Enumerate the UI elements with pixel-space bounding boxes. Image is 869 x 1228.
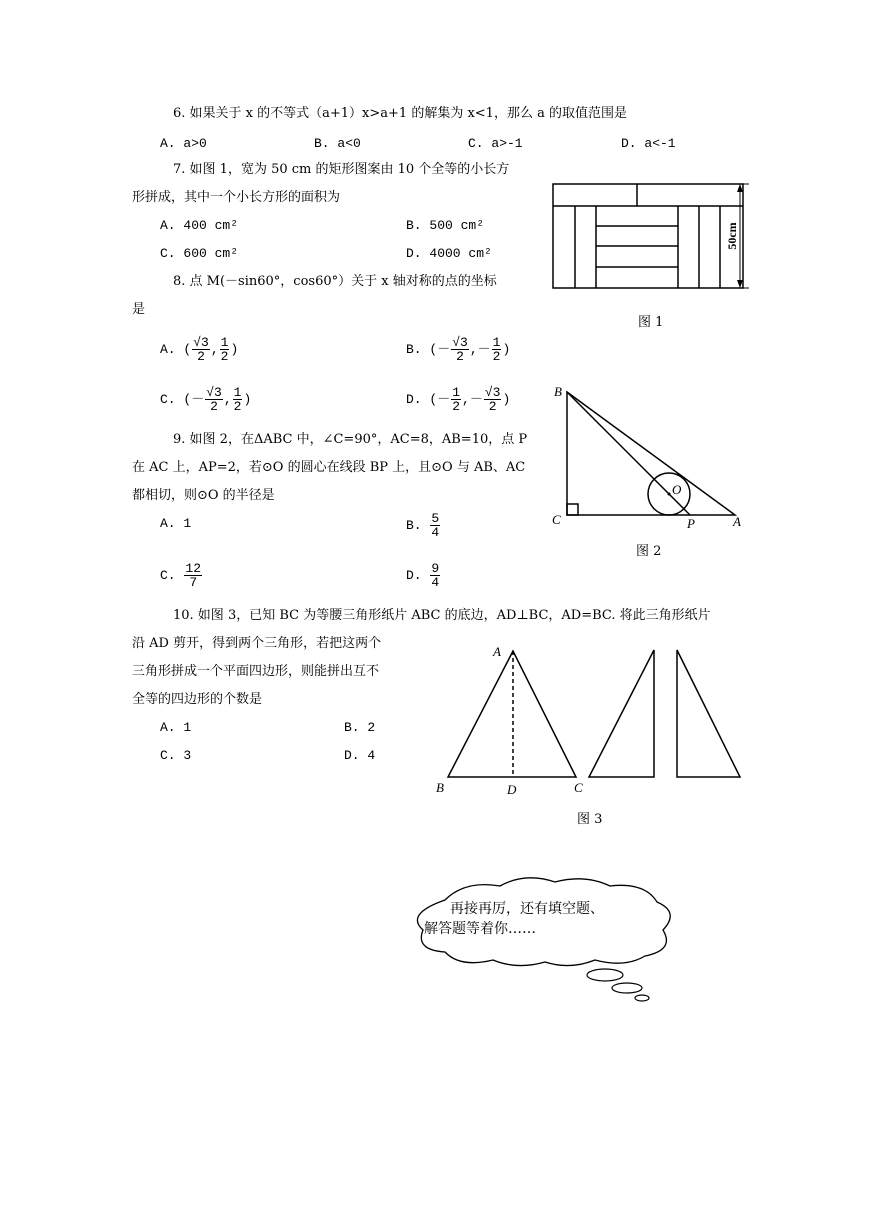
thought-cloud	[405, 872, 685, 1007]
q6-option-a: A. a>0	[160, 136, 207, 151]
q8-option-b: B. (－ $\frac{√3}{2}$ ,－ $\frac{1}{2}$ )	[406, 335, 511, 365]
q10-option-a: A. 1	[160, 720, 192, 735]
q10-stem-line2: 沿 AD 剪开，得到两个三角形，若把这两个	[132, 636, 382, 651]
q7-option-a: A. 400 cm²	[160, 218, 239, 233]
q6-option-b: B. a<0	[314, 136, 361, 151]
q10-option-c: C. 3	[160, 748, 192, 763]
q10-option-d: D. 4	[344, 748, 376, 763]
q7-stem-line1: 7. 如图 1，宽为 50 cm 的矩形图案由 10 个全等的小长方	[173, 162, 510, 177]
figure-2	[548, 380, 748, 535]
cloud-text-line2: 解答题等着你……	[424, 921, 536, 937]
figure-1-width-label: 50cm	[725, 222, 739, 250]
q7-option-c: C. 600 cm²	[160, 246, 239, 261]
q9-stem-line3: 都相切，则⊙O 的半径是	[132, 488, 275, 503]
q7-stem-line2: 形拼成，其中一个小长方形的面积为	[132, 190, 341, 205]
q10-stem-line1: 10. 如图 3，已知 BC 为等腰三角形纸片 ABC 的底边，AD⊥BC，AD=BC. 将此三角形纸片	[173, 608, 711, 623]
figure-2-caption: 图 2	[636, 544, 662, 559]
q9-stem-line2: 在 AC 上，AP=2，若⊙O 的圆心在线段 BP 上，且⊙O 与 AB、AC	[132, 460, 526, 475]
q6-option-c: C. a>-1	[468, 136, 523, 151]
q8-stem-line2: 是	[132, 302, 146, 317]
figure-3-label-a: A	[493, 644, 501, 659]
q10-stem-line4: 全等的四边形的个数是	[132, 692, 263, 707]
q6-option-d: D. a<-1	[621, 136, 676, 151]
figure-3-label-c: C	[574, 780, 583, 795]
figure-2-label-p: P	[687, 516, 695, 531]
q8-option-c: C. (－ $\frac{√3}{2}$ , $\frac{1}{2}$ )	[160, 385, 252, 415]
figure-2-label-b: B	[554, 384, 562, 399]
q9-option-a: A. 1	[160, 516, 192, 531]
q9-option-c: C. $\frac{12}{7}$	[160, 561, 202, 591]
q7-option-b: B. 500 cm²	[406, 218, 485, 233]
figure-3-label-d: D	[507, 782, 517, 797]
figure-2-label-c: C	[552, 512, 561, 527]
q9-stem-line1: 9. 如图 2，在ΔABC 中，∠C=90°，AC=8，AB=10，点 P	[173, 432, 528, 447]
figure-1	[550, 180, 750, 295]
q9-option-d: D. $\frac{9}{4}$	[406, 561, 440, 591]
q8-stem-line1: 8. 点 M(－sin60°，cos60°）关于 x 轴对称的点的坐标	[173, 274, 497, 289]
q8-option-d: D. (－ $\frac{1}{2}$ ,－ $\frac{√3}{2}$ )	[406, 385, 511, 415]
q6-stem: 6. 如果关于 x 的不等式（a+1）x>a+1 的解集为 x<1，那么 a 的取值范围是	[173, 106, 627, 121]
q10-option-b: B. 2	[344, 720, 376, 735]
q8-option-a: A. ( $\frac{√3}{2}$ , $\frac{1}{2}$ )	[160, 335, 239, 365]
figure-3	[430, 640, 750, 800]
figure-3-caption: 图 3	[577, 812, 603, 827]
q7-option-d: D. 4000 cm²	[406, 246, 492, 261]
figure-1-caption: 图 1	[638, 315, 664, 330]
figure-2-label-o: O	[672, 482, 682, 497]
q9-option-b: B. $\frac{5}{4}$	[406, 511, 440, 541]
figure-2-label-a: A	[733, 514, 741, 529]
figure-3-label-b: B	[436, 780, 444, 795]
cloud-text-line1: 再接再厉，还有填空题、	[450, 901, 604, 917]
q10-stem-line3: 三角形拼成一个平面四边形，则能拼出互不	[132, 664, 380, 679]
